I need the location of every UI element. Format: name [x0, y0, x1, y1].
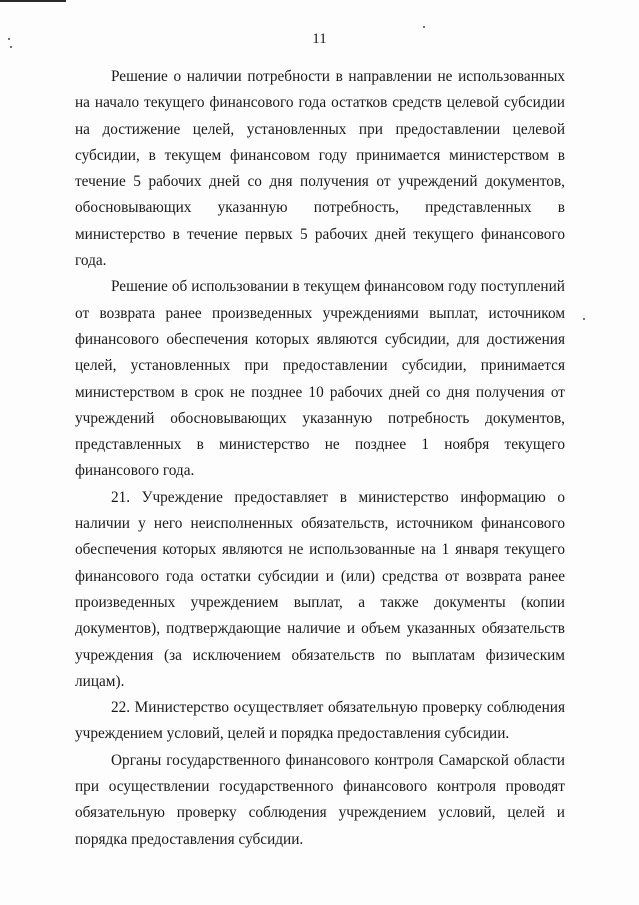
- paragraph-refund-usage-decision: Решение об использовании в текущем финансовом году поступлений от возврата ранее произведенных учреждениями выплат, источником финансового обеспечения которых являются субсидии, для достижения целей, установленных при предоставлении субсидии, принимается министерством в срок не позднее 10 рабочих дней со дня получения от учреждений обосновывающих указанную потребность документов, представленных в министерство не позднее 1 ноября текущего финансового года.: [75, 278, 565, 480]
- document-body: [75, 64, 565, 853]
- scan-speck: [423, 26, 425, 28]
- paragraph-unused-balances-decision: Решение о наличии потребности в направлении не использованных на начало текущего финансового года остатков средств целевой субсидии на достижение целей, установленных при предоставлении целевой субсидии, в текущем финансовом году принимается министерством в течение 5 рабочих дней со дня получения от учреждений документов, обосновывающих указанную потребность, представленных в министерство в течение первых 5 рабочих дней текущего финансового года.: [75, 68, 565, 270]
- scan-edge-mark: [0, 0, 66, 2]
- scan-speck: [583, 318, 585, 320]
- paragraph-state-financial-control: Органы государственного финансового контроля Самарской области при осуществлении государственного финансового контроля проводят обязательную проверку соблюдения учреждением условий, целей и порядка предоставления субсидии.: [75, 751, 565, 848]
- paragraph-22-ministry-check: 22. Министерство осуществляет обязательную проверку соблюдения учреждением условий, целей и порядка предоставления субсидии.: [75, 699, 565, 743]
- paragraph-21-obligations-info: 21. Учреждение предоставляет в министерство информацию о наличии у него неисполненных обязательств, источником финансового обеспечения которых являются не использованные на 1 января текущего финансового года остатки субсидии и (или) средства от возврата ранее произведенных учреждением выплат, а также документы (копии документов), подтверждающие наличие и объем указанных обязательств учреждения (за исключением обязательств по выплатам физическим лицам).: [75, 488, 565, 690]
- page-number: 11: [312, 31, 327, 47]
